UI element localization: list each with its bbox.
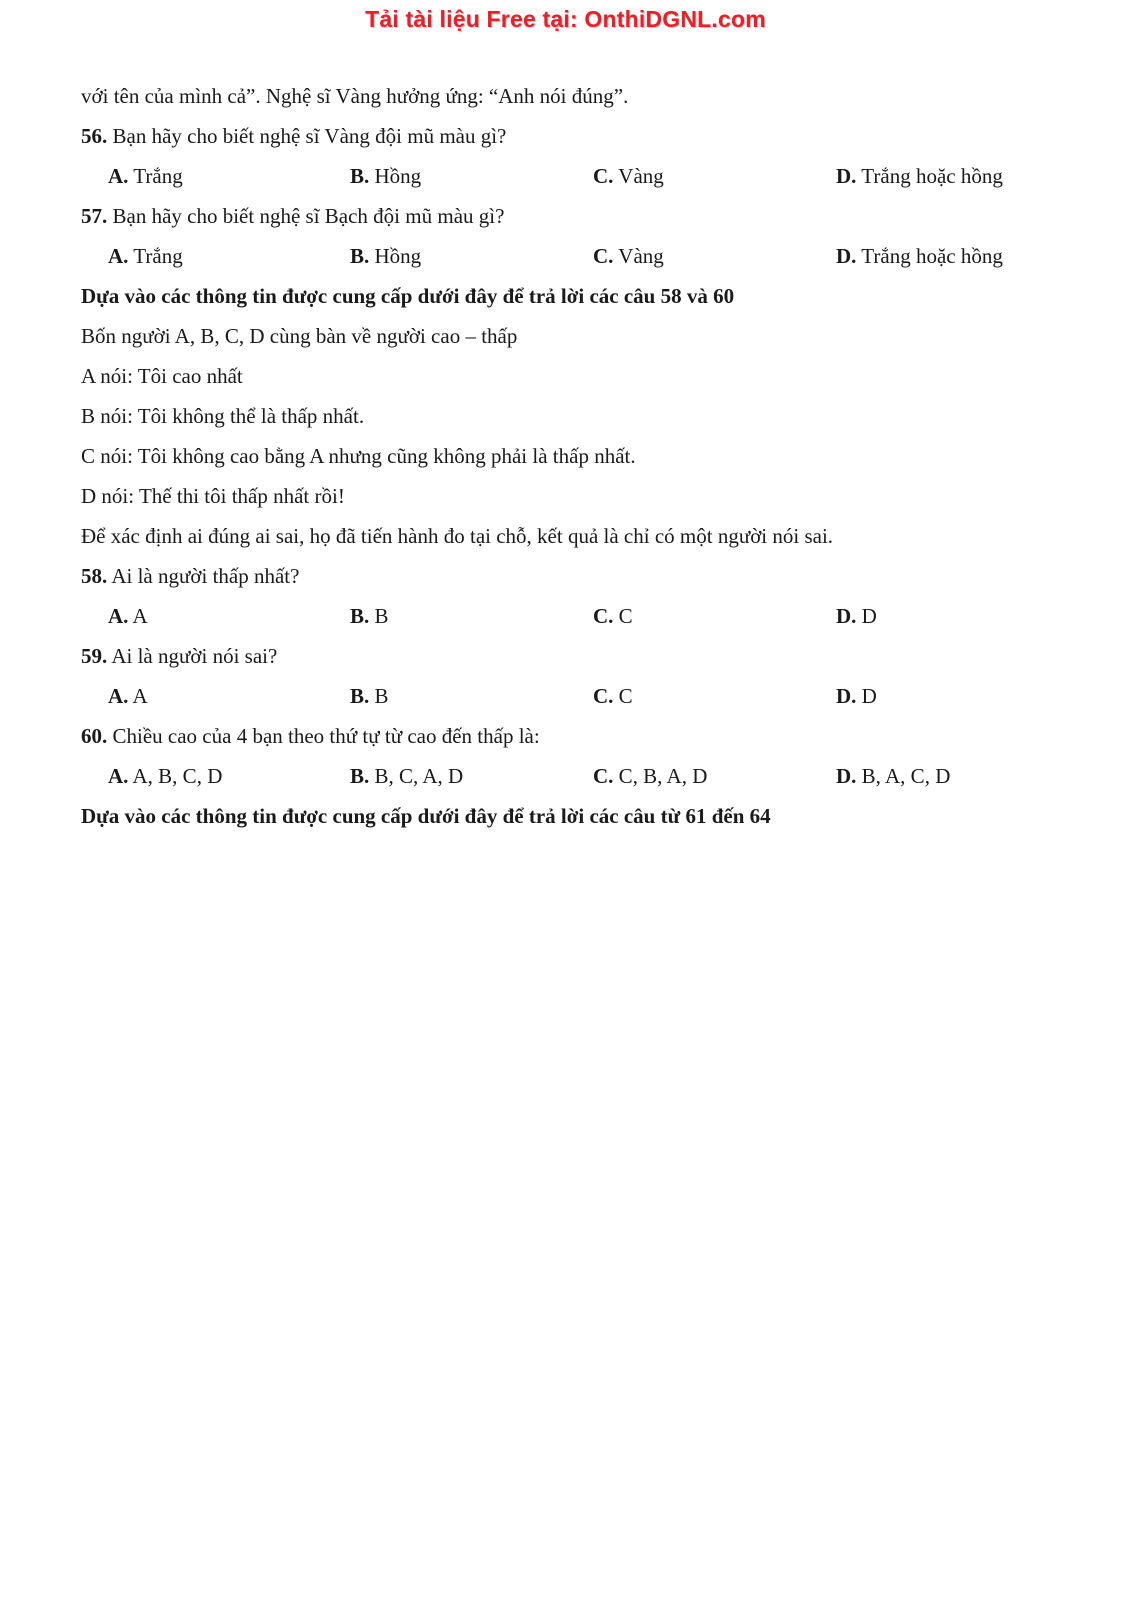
question-number: 57. xyxy=(81,204,108,228)
context-line: A nói: Tôi cao nhất xyxy=(81,364,243,388)
question-56 xyxy=(81,116,1061,156)
option-c: C. Vàng xyxy=(593,244,664,268)
context-line: C nói: Tôi không cao bằng A nhưng cũng không phải là thấp nhất. xyxy=(81,444,636,468)
intro-continuation: với tên của mình cả”. Nghệ sĩ Vàng hưởng ứng: “Anh nói đúng”. xyxy=(81,84,629,108)
context-line: Để xác định ai đúng ai sai, họ đã tiến hành đo tại chỗ, kết quả là chỉ có một người nói sai. xyxy=(81,524,834,548)
question-56-options xyxy=(81,156,1061,196)
option-d: D. D xyxy=(836,684,877,708)
question-number: 56. xyxy=(81,124,108,148)
option-b: B. Hồng xyxy=(350,244,422,268)
option-a: A. A xyxy=(108,604,148,628)
option-a: A. A, B, C, D xyxy=(108,764,223,788)
question-text: Bạn hãy cho biết nghệ sĩ Bạch đội mũ màu gì? xyxy=(107,204,505,228)
option-a: A. Trắng xyxy=(108,244,183,268)
option-b: B. B xyxy=(350,684,389,708)
question-57-options xyxy=(81,236,1061,276)
section-heading-61-64: Dựa vào các thông tin được cung cấp dưới đây để trả lời các câu từ 61 đến 64 xyxy=(81,804,771,828)
question-number: 59. xyxy=(81,644,108,668)
context-line: D nói: Thế thi tôi thấp nhất rồi! xyxy=(81,484,345,508)
question-59-options xyxy=(81,676,1061,716)
option-d: D. Trắng hoặc hồng xyxy=(836,164,1003,188)
question-text: Bạn hãy cho biết nghệ sĩ Vàng đội mũ màu gì? xyxy=(107,124,507,148)
question-60 xyxy=(81,716,1061,756)
option-b: B. B, C, A, D xyxy=(350,764,464,788)
option-c: C. Vàng xyxy=(593,164,664,188)
context-line: B nói: Tôi không thể là thấp nhất. xyxy=(81,404,365,428)
header-banner[interactable]: Tải tài liệu Free tại: OnthiDGNL.com xyxy=(365,6,766,32)
option-b: B. B xyxy=(350,604,389,628)
question-text: Ai là người nói sai? xyxy=(107,644,278,668)
option-c: C. C xyxy=(593,684,633,708)
option-b: B. Hồng xyxy=(350,164,422,188)
question-58-options xyxy=(81,596,1061,636)
option-d: D. D xyxy=(836,604,877,628)
option-d: D. B, A, C, D xyxy=(836,764,951,788)
question-number: 60. xyxy=(81,724,108,748)
section-heading-58-60: Dựa vào các thông tin được cung cấp dưới đây để trả lời các câu 58 và 60 xyxy=(81,284,735,308)
question-59 xyxy=(81,636,1061,676)
option-c: C. C, B, A, D xyxy=(593,764,708,788)
document-body xyxy=(81,76,1061,836)
question-60-options xyxy=(81,756,1061,796)
question-57 xyxy=(81,196,1061,236)
option-a: A. A xyxy=(108,684,148,708)
question-text: Chiều cao của 4 bạn theo thứ tự từ cao đến thấp là: xyxy=(107,724,540,748)
option-a: A. Trắng xyxy=(108,164,183,188)
context-line: Bốn người A, B, C, D cùng bàn về người cao – thấp xyxy=(81,324,518,348)
question-number: 58. xyxy=(81,564,108,588)
option-c: C. C xyxy=(593,604,633,628)
question-text: Ai là người thấp nhất? xyxy=(107,564,300,588)
option-d: D. Trắng hoặc hồng xyxy=(836,244,1003,268)
question-58 xyxy=(81,556,1061,596)
